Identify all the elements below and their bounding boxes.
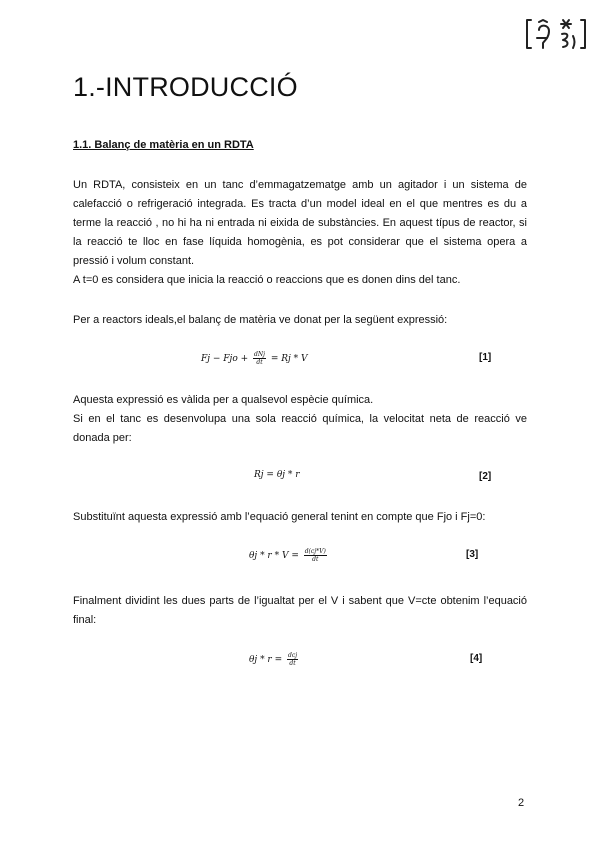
equation-3-fraction: $\frac{d(cj*V)}{dt}$ [304,548,326,563]
paragraph-valid-expression: Aquesta expressió es vàlida per a qualsevol espècie química. [73,394,374,406]
equation-1-row [73,351,527,369]
equation-3-row [73,548,527,566]
equation-1-label: [1] [479,352,492,363]
section-heading: 1.1. Balanç de matèria en un RDTA [73,139,254,151]
university-logo-icon [525,14,587,54]
equation-4-fraction: $\frac{\text{dcj}}{dt}$ [288,652,298,667]
page-number: 2 [518,797,525,809]
equation-1-fraction: $\frac{\text{dNj}}{dt}$ [254,351,265,366]
paragraph-rdta-description: Un RDTA, consisteix en un tanc d’emmagatzematge amb un agitador i un sistema de calefacció o refrigeració integrada. Es tracta d’un model ideal en el que mentres es du a terme la reacció , no hi ha ni entrada ni eixida de substàncies. En aquest típus de reactor, si la reacció te lloc en fase líquida homogènia, es pot considerar que el sistema opera a pressió i volum constant. [73,179,527,267]
equation-3-label: [3] [466,549,479,560]
equation-4-label: [4] [470,653,483,664]
paragraph-initial-time: A t=0 es considera que inicia la reacció o reaccions que es donen dins del tanc. [73,274,461,286]
paragraph-final-equation: Finalment dividint les dues parts de l’igualtat per el V i sabent que V=cte obtenim l’equació final: [73,595,527,626]
paragraph-single-reaction: Si en el tanc es desenvolupa una sola reacció química, la velocitat neta de reacció ve donada per: [73,413,527,444]
chapter-title: 1.-INTRODUCCIÓ [73,72,298,102]
equation-2-row [73,470,527,488]
equation-4: θj * r = $\frac{\text{dcj}}{dt}$ [249,652,298,667]
paragraph-ideal-reactors: Per a reactors ideals,el balanç de matèria ve donat per la següent expressió: [73,314,448,326]
equation-2-label: [2] [479,471,492,482]
paragraph-substitution: Substituïnt aquesta expressió amb l’equació general tenint en compte que Fjo i Fj=0: [73,511,486,523]
equation-4-row [73,652,527,670]
equation-1: Fj − Fjo + $\frac{\text{dNj}}{dt}$ = Rj * V [201,351,308,366]
equation-3: θj * r * V = $\frac{d(cj*V)}{dt}$ [249,548,326,563]
equation-2: Rj = θj * r [254,470,300,480]
